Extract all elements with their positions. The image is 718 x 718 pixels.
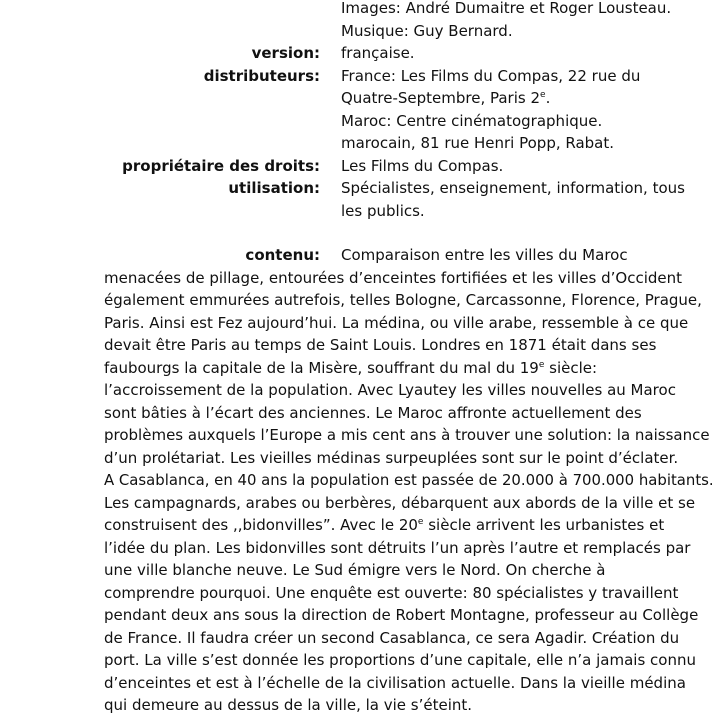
contenu-line-5-end: siècle: [544, 358, 598, 377]
contenu-line: une ville blanche neuve. Le Sud émigre vers le Nord. On cherche à [104, 561, 606, 579]
utilisation-label: utilisation: [228, 179, 320, 197]
contenu-line-12-sup: e [417, 517, 424, 527]
contenu-line: devait être Paris au temps de Saint Louis. Londres en 1871 était dans ses [104, 336, 657, 354]
distributeurs-line-2-text: Quatre-Septembre, Paris 2 [341, 89, 541, 107]
contenu-line-5-sup: e [538, 359, 545, 370]
distributeurs-line-2 [341, 87, 701, 110]
distributeurs-value [341, 65, 701, 155]
contenu-line: port. La ville s’est donnée les proportions d’une capitale, elle n’a jamais connu [104, 651, 696, 669]
distributeurs-line-4: marocain, 81 rue Henri Popp, Rabat. [341, 134, 615, 152]
contenu-line: problèmes auxquels l’Europe a mis cent ans à trouver une solution: la naissance [104, 426, 710, 444]
distributeurs-line-3: Maroc: Centre cinématographique. [341, 111, 603, 130]
credits-musique: Musique: Guy Bernard. [341, 21, 513, 40]
contenu-line: pendant deux ans sous la direction de Robert Montagne, professeur au Collège [104, 606, 699, 624]
utilisation-line-1: Spécialistes, enseignement, information, tous [341, 179, 685, 197]
contenu-line-12-end: siècle arrivent les urbanistes et [423, 516, 665, 534]
contenu-line-12-text: construisent des ,,bidonvilles”. Avec le 20 [104, 516, 418, 534]
contenu-line: l’idée du plan. Les bidonvilles sont détruits l’un après l’autre et remplacés par [104, 538, 691, 557]
utilisation-value [341, 177, 701, 222]
contenu-line-5-text: faubourgs la capitale de la Misère, souffrant du mal du 19 [104, 358, 539, 377]
credits-images: Images: André Dumaitre et Roger Lousteau. [341, 0, 672, 17]
contenu-line: sont bâties à l’écart des anciennes. Le Maroc affronte actuellement des [104, 403, 642, 422]
proprietaire-label: propriétaire des droits: [122, 156, 320, 175]
proprietaire-text: Les Films du Compas. [341, 156, 504, 175]
contenu-label: contenu: [245, 246, 320, 264]
contenu-line [104, 514, 714, 537]
distributeurs-line-1: France: Les Films du Compas, 22 rue du [341, 66, 641, 85]
distributeurs-line-2-end: . [545, 89, 551, 107]
contenu-line: d’enceintes et est à l’échelle de la civilisation actuelle. Dans la vieille médina [104, 673, 686, 692]
contenu-line: de France. Il faudra créer un second Casablanca, ce sera Agadir. Création du [104, 628, 680, 647]
version-text: française. [341, 44, 415, 62]
contenu-line: également emmurées autrefois, telles Bologne, Carcassonne, Florence, Prague, [104, 291, 702, 309]
utilisation-line-2: les publics. [341, 201, 425, 220]
contenu-line: qui demeure au dessus de la ville, la vie s’éteint. [104, 696, 473, 714]
contenu-body [104, 267, 714, 717]
proprietaire-value [341, 155, 701, 178]
version-value [341, 42, 701, 65]
contenu-line: comprendre pourquoi. Une enquête est ouverte: 80 spécialistes y travaillent [104, 583, 679, 602]
contenu-line [104, 357, 714, 380]
distributeurs-line-2-sup: e [540, 90, 546, 100]
contenu-line: menacées de pillage, entourées d’enceintes fortifiées et les villes d’Occident [104, 268, 682, 287]
contenu-line: Paris. Ainsi est Fez aujourd’hui. La médina, ou ville arabe, ressemble à ce que [104, 313, 689, 332]
contenu-line: Les campagnards, arabes ou berbères, débarquent aux abords de la ville et se [104, 493, 696, 512]
version-label: version: [251, 44, 320, 62]
credits-values [341, 0, 701, 42]
contenu-line: A Casablanca, en 40 ans la population est passée de 20.000 à 700.000 habitants. [104, 471, 714, 489]
contenu-line: d’un prolétariat. Les vieilles médinas surpeuplées sont sur le point d’éclater. [104, 448, 679, 467]
contenu-first-line: Comparaison entre les villes du Maroc [341, 246, 628, 264]
distributeurs-label: distributeurs: [203, 66, 320, 85]
contenu-line: l’accroissement de la population. Avec Lyautey les villes nouvelles au Maroc [104, 381, 676, 399]
